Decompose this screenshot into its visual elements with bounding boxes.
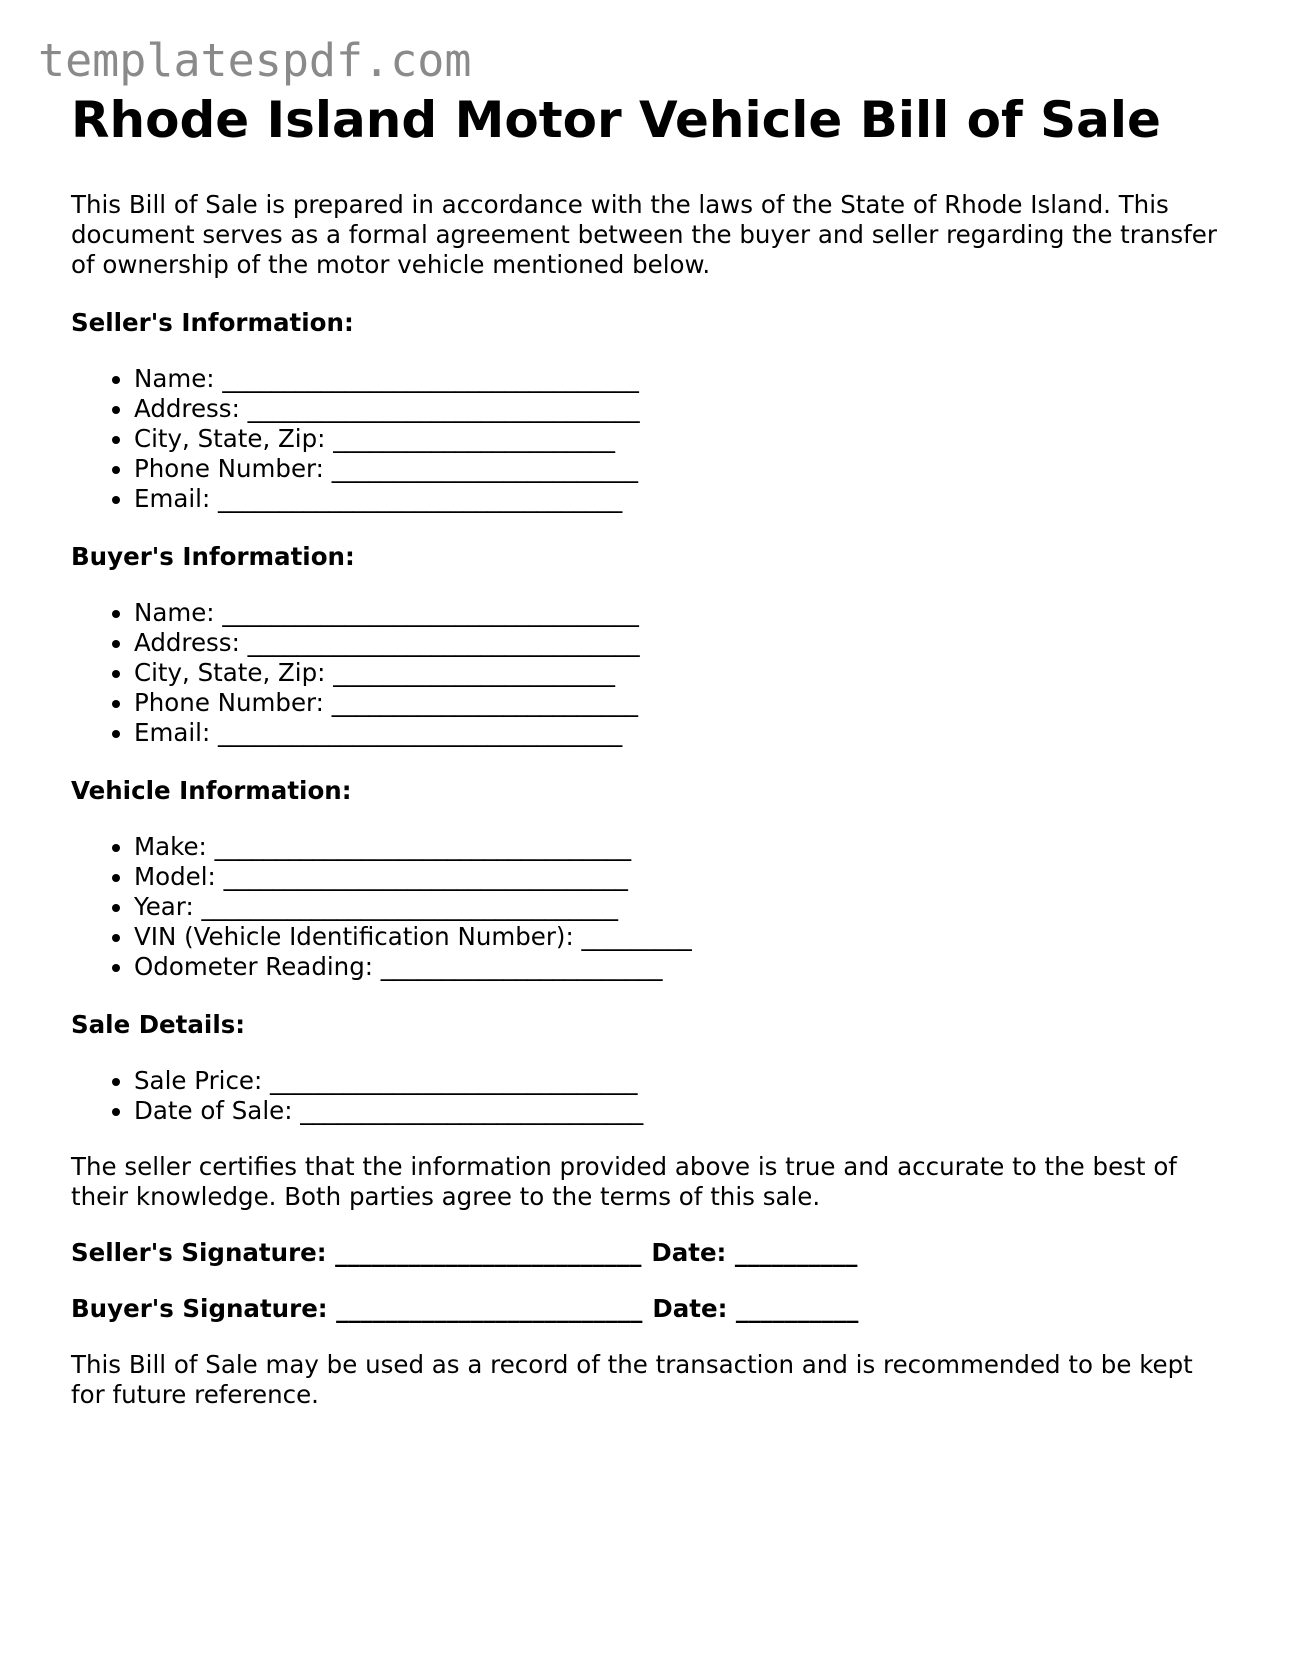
document-page	[71, 92, 1231, 1410]
sale-price-field[interactable]: • Sale Price: ______________________________	[134, 1066, 1231, 1096]
intro-paragraph: This Bill of Sale is prepared in accordance with the laws of the State of Rhode Island. This document serves as a formal agreement between the buyer and seller regarding the transfer of ownership of the motor vehicle mentioned below.	[71, 189, 1217, 279]
seller-signature-line	[71, 1238, 1231, 1268]
seller-address-field[interactable]: • Address: ________________________________	[134, 394, 1231, 424]
seller-email-field[interactable]: • Email: _________________________________	[134, 484, 1231, 514]
vehicle-fields	[71, 832, 1231, 982]
buyer-fields	[71, 598, 1231, 748]
buyer-date-field[interactable]: Date: __________	[652, 1293, 859, 1323]
seller-phone-field[interactable]: • Phone Number: _________________________	[134, 454, 1231, 484]
sale-heading: Sale Details:	[71, 1009, 246, 1039]
sale-fields	[71, 1066, 1231, 1126]
seller-fields	[71, 364, 1231, 514]
vehicle-heading: Vehicle Information:	[71, 775, 352, 805]
buyer-heading: Buyer's Information:	[71, 541, 355, 571]
seller-name-field[interactable]: • Name: __________________________________	[134, 364, 1231, 394]
vehicle-vin-field[interactable]: • VIN (Vehicle Identification Number): _________	[134, 922, 1231, 952]
vehicle-model-field[interactable]: • Model: _________________________________	[134, 862, 1231, 892]
vehicle-year-field[interactable]: • Year: __________________________________	[134, 892, 1231, 922]
buyer-email-field[interactable]: • Email: _________________________________	[134, 718, 1231, 748]
sale-date-field[interactable]: • Date of Sale: ____________________________	[134, 1096, 1231, 1126]
seller-city-state-zip-field[interactable]: • City, State, Zip: _______________________	[134, 424, 1231, 454]
seller-heading: Seller's Information:	[71, 307, 354, 337]
buyer-name-field[interactable]: • Name: __________________________________	[134, 598, 1231, 628]
buyer-signature-line	[71, 1294, 1231, 1324]
watermark: templatespdf.com	[38, 34, 472, 87]
buyer-signature-field[interactable]: Buyer's Signature: _________________________	[71, 1293, 643, 1323]
buyer-address-field[interactable]: • Address: ________________________________	[134, 628, 1231, 658]
certification-paragraph: The seller certifies that the information provided above is true and accurate to the best of their knowledge. Both parties agree to the terms of this sale.	[71, 1151, 1177, 1211]
vehicle-make-field[interactable]: • Make: __________________________________	[134, 832, 1231, 862]
vehicle-odometer-field[interactable]: • Odometer Reading: _______________________	[134, 952, 1231, 982]
seller-date-field[interactable]: Date: __________	[651, 1237, 858, 1267]
buyer-phone-field[interactable]: • Phone Number: _________________________	[134, 688, 1231, 718]
closing-paragraph: This Bill of Sale may be used as a record of the transaction and is recommended to be kept for future reference.	[71, 1349, 1193, 1409]
buyer-city-state-zip-field[interactable]: • City, State, Zip: _______________________	[134, 658, 1231, 688]
seller-signature-field[interactable]: Seller's Signature: _________________________	[71, 1237, 642, 1267]
document-title: Rhode Island Motor Vehicle Bill of Sale	[71, 91, 1161, 149]
